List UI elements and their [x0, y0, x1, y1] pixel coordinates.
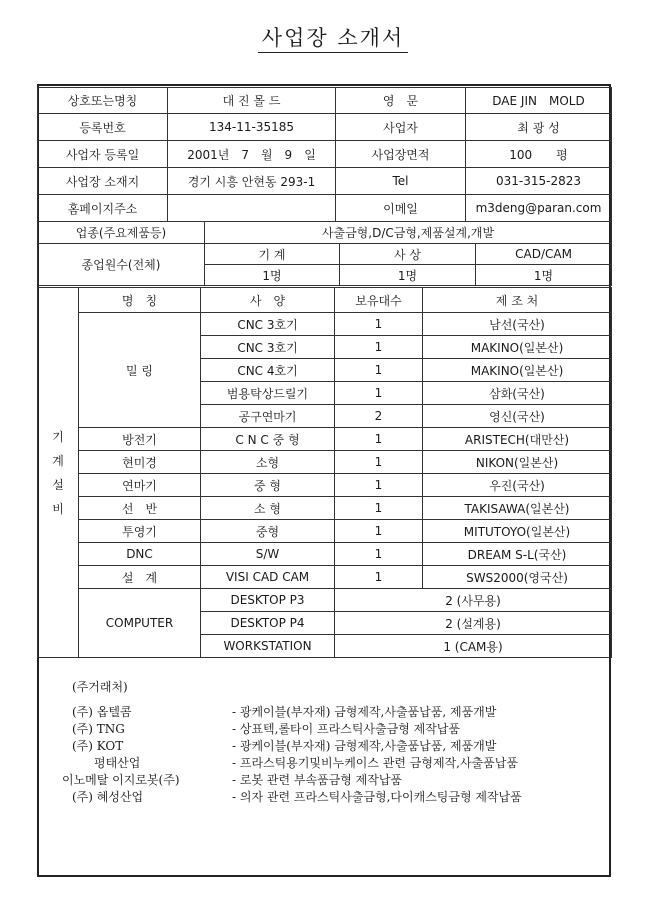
spec-cell: DESKTOP P4	[201, 612, 335, 635]
list-item	[72, 703, 602, 720]
spec-cell: 중형	[201, 520, 335, 543]
maker-cell: TAKISAWA(일본산)	[423, 497, 612, 520]
list-item	[72, 754, 602, 771]
header-spec: 사 양	[201, 288, 335, 313]
owner-label: 사업자	[336, 114, 466, 141]
qty-cell: 1	[335, 359, 423, 382]
computer-label: COMPUTER	[79, 589, 201, 658]
maker-cell: SWS2000(영국산)	[423, 566, 612, 589]
client-desc: - 광케이블(부자재) 금형제작,사출품납품, 제품개발	[232, 739, 497, 753]
maker-cell: MITUTOYO(일본산)	[423, 520, 612, 543]
reg-value: 134-11-35185	[168, 114, 336, 141]
name-value: 대 진 몰 드	[168, 88, 336, 114]
table-row	[38, 497, 612, 520]
spec-cell: C N C 중 형	[201, 428, 335, 451]
use-cell: 2 (설계용)	[335, 612, 612, 635]
eng-label: 영 문	[336, 88, 466, 114]
table-row	[38, 428, 612, 451]
home-value	[168, 195, 336, 222]
client-name: (주) KOT	[72, 739, 124, 753]
spec-cell: 공구연마기	[201, 405, 335, 428]
client-name: 이노메탈 이지로봇(주)	[62, 773, 180, 787]
client-desc: - 상표텍,롤타이 프라스틱사출금형 제작납품	[232, 722, 460, 736]
biz-label: 업종(주요제품등)	[38, 222, 205, 244]
spec-cell: CNC 4호기	[201, 359, 335, 382]
name-cell: DNC	[79, 543, 201, 566]
list-item	[62, 771, 602, 788]
maker-cell: 남선(국산)	[423, 313, 612, 336]
emp-label: 종업원수(전체)	[38, 244, 205, 286]
spec-cell: 범용탁상드릴기	[201, 382, 335, 405]
maker-cell: DREAM S-L(국산)	[423, 543, 612, 566]
name-cell: 방전기	[79, 428, 201, 451]
document-title: 사업장 소개서	[0, 22, 666, 52]
name-cell: 설 계	[79, 566, 201, 589]
business-table	[37, 221, 612, 286]
table-row	[38, 543, 612, 566]
tel-label: Tel	[336, 168, 466, 195]
spec-cell: CNC 3호기	[201, 313, 335, 336]
home-label: 홈페이지주소	[38, 195, 168, 222]
qty-cell: 1	[335, 543, 423, 566]
qty-cell: 1	[335, 566, 423, 589]
table-row	[38, 313, 612, 336]
client-name: (주) 혜성산업	[72, 790, 144, 804]
name-cell: 현미경	[79, 451, 201, 474]
use-cell: 1 (CAM용)	[335, 635, 612, 658]
area-label: 사업장면적	[336, 141, 466, 168]
qty-cell: 1	[335, 313, 423, 336]
client-name: (주) TNG	[72, 722, 125, 736]
client-desc: - 광케이블(부자재) 금형제작,사출품납품, 제품개발	[232, 705, 497, 719]
emp-header-finish: 사 상	[340, 244, 476, 265]
client-desc: - 의자 관련 프라스틱사출금형,다이캐스팅금형 제작납품	[232, 790, 522, 804]
maker-cell: NIKON(일본산)	[423, 451, 612, 474]
client-list	[62, 678, 602, 805]
maker-cell: 삼화(국산)	[423, 382, 612, 405]
maker-cell: MAKINO(일본산)	[423, 359, 612, 382]
spec-cell: CNC 3호기	[201, 336, 335, 359]
email-label: 이메일	[336, 195, 466, 222]
emp-value-machine: 1명	[205, 265, 340, 286]
equipment-side-label: 기 계 설 비	[38, 288, 79, 658]
client-desc: - 로봇 관련 부속품금형 제작납품	[232, 773, 403, 787]
maker-cell: ARISTECH(대만산)	[423, 428, 612, 451]
table-row	[38, 520, 612, 543]
spec-cell: 중 형	[201, 474, 335, 497]
header-name: 명 칭	[79, 288, 201, 313]
client-desc: - 프라스틱용기및비누케이스 관련 금형제작,사출품납품	[232, 756, 518, 770]
milling-label: 밀 링	[79, 313, 201, 428]
regdate-label: 사업자 등록일	[38, 141, 168, 168]
owner-value: 최 광 성	[466, 114, 612, 141]
emp-value-finish: 1명	[340, 265, 476, 286]
qty-cell: 1	[335, 382, 423, 405]
tel-value: 031-315-2823	[466, 168, 612, 195]
header-qty: 보유대수	[335, 288, 423, 313]
name-cell: 연마기	[79, 474, 201, 497]
spec-cell: 소 형	[201, 497, 335, 520]
list-item	[72, 737, 602, 754]
client-heading: (주거래처)	[72, 680, 128, 694]
qty-cell: 1	[335, 336, 423, 359]
addr-value: 경기 시흥 안현동 293-1	[168, 168, 336, 195]
qty-cell: 2	[335, 405, 423, 428]
qty-cell: 1	[335, 474, 423, 497]
client-name: 평태산업	[94, 756, 141, 770]
name-label: 상호또는명칭	[38, 88, 168, 114]
client-name: (주) 옵텔콤	[72, 705, 132, 719]
maker-cell: MAKINO(일본산)	[423, 336, 612, 359]
qty-cell: 1	[335, 428, 423, 451]
list-item	[72, 720, 602, 737]
area-value: 100 평	[466, 141, 612, 168]
use-cell: 2 (사무용)	[335, 589, 612, 612]
table-row	[38, 474, 612, 497]
qty-cell: 1	[335, 451, 423, 474]
name-cell: 선 반	[79, 497, 201, 520]
company-info-table	[37, 87, 612, 222]
spec-cell: S/W	[201, 543, 335, 566]
regdate-value: 2001년 7 월 9 일	[168, 141, 336, 168]
qty-cell: 1	[335, 520, 423, 543]
table-row	[38, 451, 612, 474]
maker-cell: 영신(국산)	[423, 405, 612, 428]
spec-cell: DESKTOP P3	[201, 589, 335, 612]
table-row	[38, 566, 612, 589]
email-value: m3deng@paran.com	[466, 195, 612, 222]
emp-value-cadcam: 1명	[476, 265, 612, 286]
emp-header-machine: 기 계	[205, 244, 340, 265]
qty-cell: 1	[335, 497, 423, 520]
spec-cell: VISI CAD CAM	[201, 566, 335, 589]
list-item	[72, 788, 602, 805]
emp-header-cadcam: CAD/CAM	[476, 244, 612, 265]
header-maker: 제 조 처	[423, 288, 612, 313]
eng-value: DAE JIN MOLD	[466, 88, 612, 114]
spec-cell: 소형	[201, 451, 335, 474]
name-cell: 투영기	[79, 520, 201, 543]
biz-value: 사출금형,D/C금형,제품설계,개발	[205, 222, 612, 244]
table-row	[38, 589, 612, 612]
equipment-table	[37, 287, 612, 658]
addr-label: 사업장 소재지	[38, 168, 168, 195]
maker-cell: 우진(국산)	[423, 474, 612, 497]
spec-cell: WORKSTATION	[201, 635, 335, 658]
reg-label: 등록번호	[38, 114, 168, 141]
